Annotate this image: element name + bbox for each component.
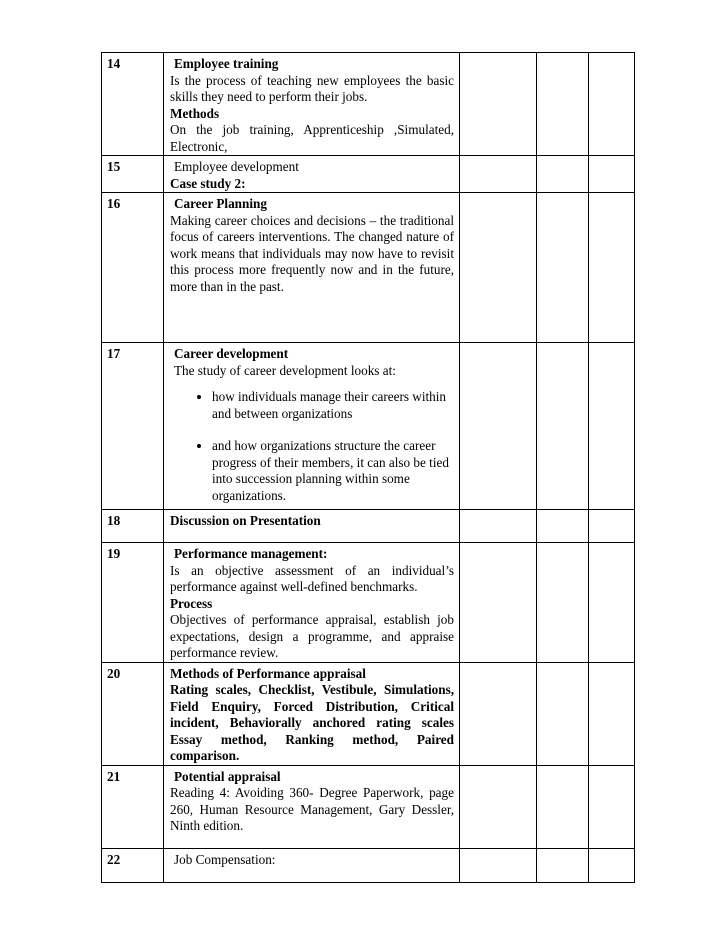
row-number: 14 [102,53,164,156]
bullet-list [170,389,454,504]
row-intro: The study of career development looks at: [174,362,396,378]
empty-cell [460,343,537,510]
methods-list: Rating scales, Checklist, Vestibule, Simulations, Field Enquiry, Forced Distribution, Critical incident, Behaviorally anchored rating scales Essay method, Ranking method, Paired comparison. [170,682,454,763]
row-description: Making career choices and decisions – the traditional focus of careers interventions. The changed nature of work means that individuals may now have to revisit this process more frequently now and in the future, more than in the past. [170,212,454,294]
row-content [164,343,460,510]
row-content [164,53,460,156]
row-heading: Methods of Performance appraisal [170,665,366,681]
process-text: Objectives of performance appraisal, establish job expectations, design a programme, and appraise performance review. [170,612,454,660]
row-content [164,662,460,765]
empty-cell [589,543,635,663]
empty-cell [460,53,537,156]
empty-cell [589,193,635,343]
empty-cell [589,765,635,848]
row-number: 15 [102,156,164,193]
table-row [102,510,635,543]
row-heading: Job Compensation: [174,851,276,867]
row-heading: Discussion on Presentation [170,513,321,528]
row-number: 19 [102,543,164,663]
row-heading: Potential appraisal [174,768,281,784]
row-description: Is the process of teaching new employees the basic skills they need to perform their jobs. [170,72,454,104]
empty-cell [589,343,635,510]
course-schedule-table [101,52,635,883]
list-item: • how individuals manage their careers within and between organizations [212,389,454,422]
row-heading: Employee training [174,56,279,71]
row-content [164,156,460,193]
empty-cell [589,510,635,543]
methods-label: Methods [170,105,220,121]
row-number: 17 [102,343,164,510]
table-row [102,156,635,193]
empty-cell [537,662,589,765]
empty-cell [589,662,635,765]
row-number: 22 [102,848,164,882]
row-content [164,543,460,663]
table-row [102,848,635,882]
empty-cell [589,848,635,882]
row-content [164,848,460,882]
table-row [102,662,635,765]
list-item: • and how organizations structure the career progress of their members, it can also be tied into succession planning within some organizations. [212,438,454,504]
reading-reference: Reading 4: Avoiding 360- Degree Paperwork, page 260, Human Resource Management, Gary Dessler, Ninth edition. [170,785,454,833]
empty-cell [460,662,537,765]
empty-cell [460,543,537,663]
table-row [102,343,635,510]
methods-text: On the job training, Apprenticeship ,Simulated, Electronic, [170,122,454,154]
row-number: 16 [102,193,164,343]
table-row [102,53,635,156]
row-heading: Career development [174,346,289,361]
empty-cell [537,543,589,663]
row-heading: Career Planning [174,196,267,211]
empty-cell [537,510,589,543]
empty-cell [460,765,537,848]
empty-cell [460,510,537,543]
row-heading: Performance management: [174,546,328,561]
empty-cell [537,343,589,510]
empty-cell [460,156,537,193]
empty-cell [589,156,635,193]
row-heading: Employee development [174,159,299,174]
process-label: Process [170,595,213,611]
empty-cell [460,848,537,882]
row-content [164,765,460,848]
row-description: Is an objective assessment of an individual’s performance against well-defined benchmarks. [170,562,454,594]
empty-cell [537,156,589,193]
row-number: 18 [102,510,164,543]
table-row [102,765,635,848]
row-content [164,193,460,343]
empty-cell [537,848,589,882]
row-content [164,510,460,543]
empty-cell [537,765,589,848]
empty-cell [460,193,537,343]
empty-cell [589,53,635,156]
empty-cell [537,193,589,343]
table-row [102,193,635,343]
case-study-label: Case study 2: [170,175,246,191]
table-row [102,543,635,663]
row-number: 21 [102,765,164,848]
row-number: 20 [102,662,164,765]
empty-cell [537,53,589,156]
